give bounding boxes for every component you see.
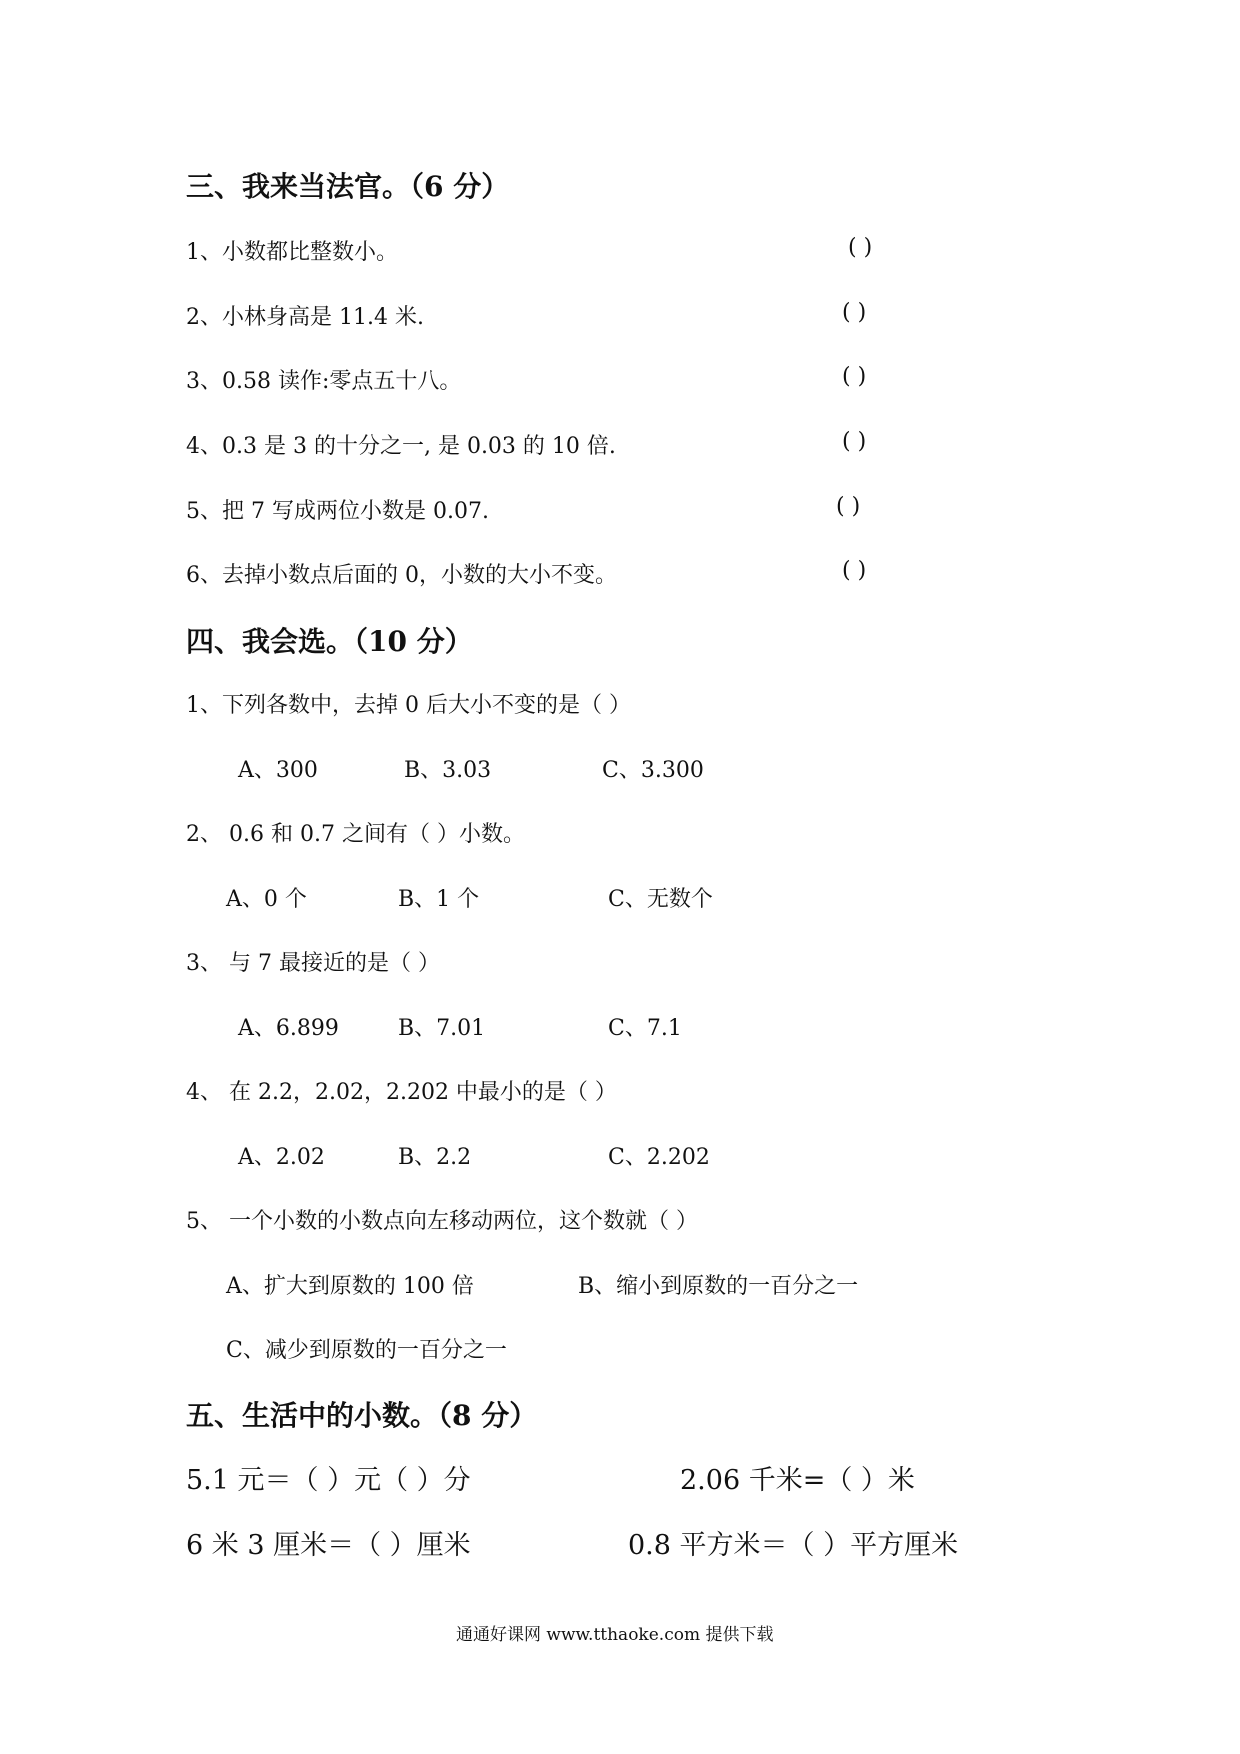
- section-3-heading: 三、我来当法官。（6 分）: [186, 170, 510, 203]
- judge-answer-4[interactable]: ( ): [842, 429, 867, 454]
- judge-item-1: 1、小数都比整数小。: [186, 240, 398, 265]
- choice-2-option-c[interactable]: C、无数个: [608, 887, 713, 912]
- choice-3-option-b[interactable]: B、7.01: [398, 1016, 486, 1041]
- choice-question-5: 5、 一个小数的小数点向左移动两位，这个数就（ ）: [186, 1209, 698, 1234]
- choice-4-option-b[interactable]: B、2.2: [398, 1145, 472, 1170]
- section-5-heading: 五、生活中的小数。（8 分）: [186, 1399, 538, 1432]
- judge-answer-1[interactable]: ( ): [848, 235, 873, 260]
- choice-1-option-b[interactable]: B、3.03: [404, 758, 492, 783]
- choice-4-option-c[interactable]: C、2.202: [608, 1145, 710, 1170]
- judge-answer-5[interactable]: ( ): [836, 494, 861, 519]
- conversion-1-1: 5.1 元＝（ ）元（ ）分: [186, 1465, 471, 1496]
- choice-5-option-a[interactable]: A、扩大到原数的 100 倍: [226, 1274, 474, 1299]
- choice-4-option-a[interactable]: A、2.02: [238, 1145, 325, 1170]
- conversion-2-1: 6 米 3 厘米＝（ ）厘米: [186, 1530, 471, 1561]
- choice-question-2: 2、 0.6 和 0.7 之间有（ ）小数。: [186, 822, 525, 847]
- choice-1-option-a[interactable]: A、300: [238, 758, 318, 783]
- choice-5-option-b[interactable]: B、缩小到原数的一百分之一: [578, 1274, 859, 1299]
- choice-question-4: 4、 在 2.2，2.02，2.202 中最小的是（ ）: [186, 1080, 617, 1105]
- judge-answer-6[interactable]: ( ): [842, 558, 867, 583]
- section-4-heading: 四、我会选。（10 分）: [186, 625, 473, 658]
- judge-answer-2[interactable]: ( ): [842, 300, 867, 325]
- judge-item-4: 4、0.3 是 3 的十分之一, 是 0.03 的 10 倍.: [186, 434, 616, 459]
- judge-item-3: 3、0.58 读作:零点五十八。: [186, 369, 462, 394]
- choice-3-option-a[interactable]: A、6.899: [238, 1016, 339, 1041]
- conversion-1-2: 2.06 千米=（ ）米: [680, 1465, 915, 1496]
- footer-credit: 通通好课网 www.tthaoke.com 提供下载: [456, 1625, 774, 1645]
- choice-3-option-c[interactable]: C、7.1: [608, 1016, 682, 1041]
- conversion-2-2: 0.8 平方米＝（ ）平方厘米: [628, 1530, 959, 1561]
- judge-item-2: 2、小林身高是 11.4 米.: [186, 305, 424, 330]
- choice-question-1: 1、下列各数中，去掉 0 后大小不变的是（ ）: [186, 693, 631, 718]
- choice-2-option-a[interactable]: A、0 个: [226, 887, 307, 912]
- choice-question-3: 3、 与 7 最接近的是（ ）: [186, 951, 440, 976]
- judge-item-5: 5、把 7 写成两位小数是 0.07.: [186, 499, 489, 524]
- choice-2-option-b[interactable]: B、1 个: [398, 887, 480, 912]
- judge-answer-3[interactable]: ( ): [842, 364, 867, 389]
- choice-5-option-c[interactable]: C、减少到原数的一百分之一: [226, 1338, 507, 1363]
- judge-item-6: 6、去掉小数点后面的 0，小数的大小不变。: [186, 563, 617, 588]
- choice-1-option-c[interactable]: C、3.300: [602, 758, 704, 783]
